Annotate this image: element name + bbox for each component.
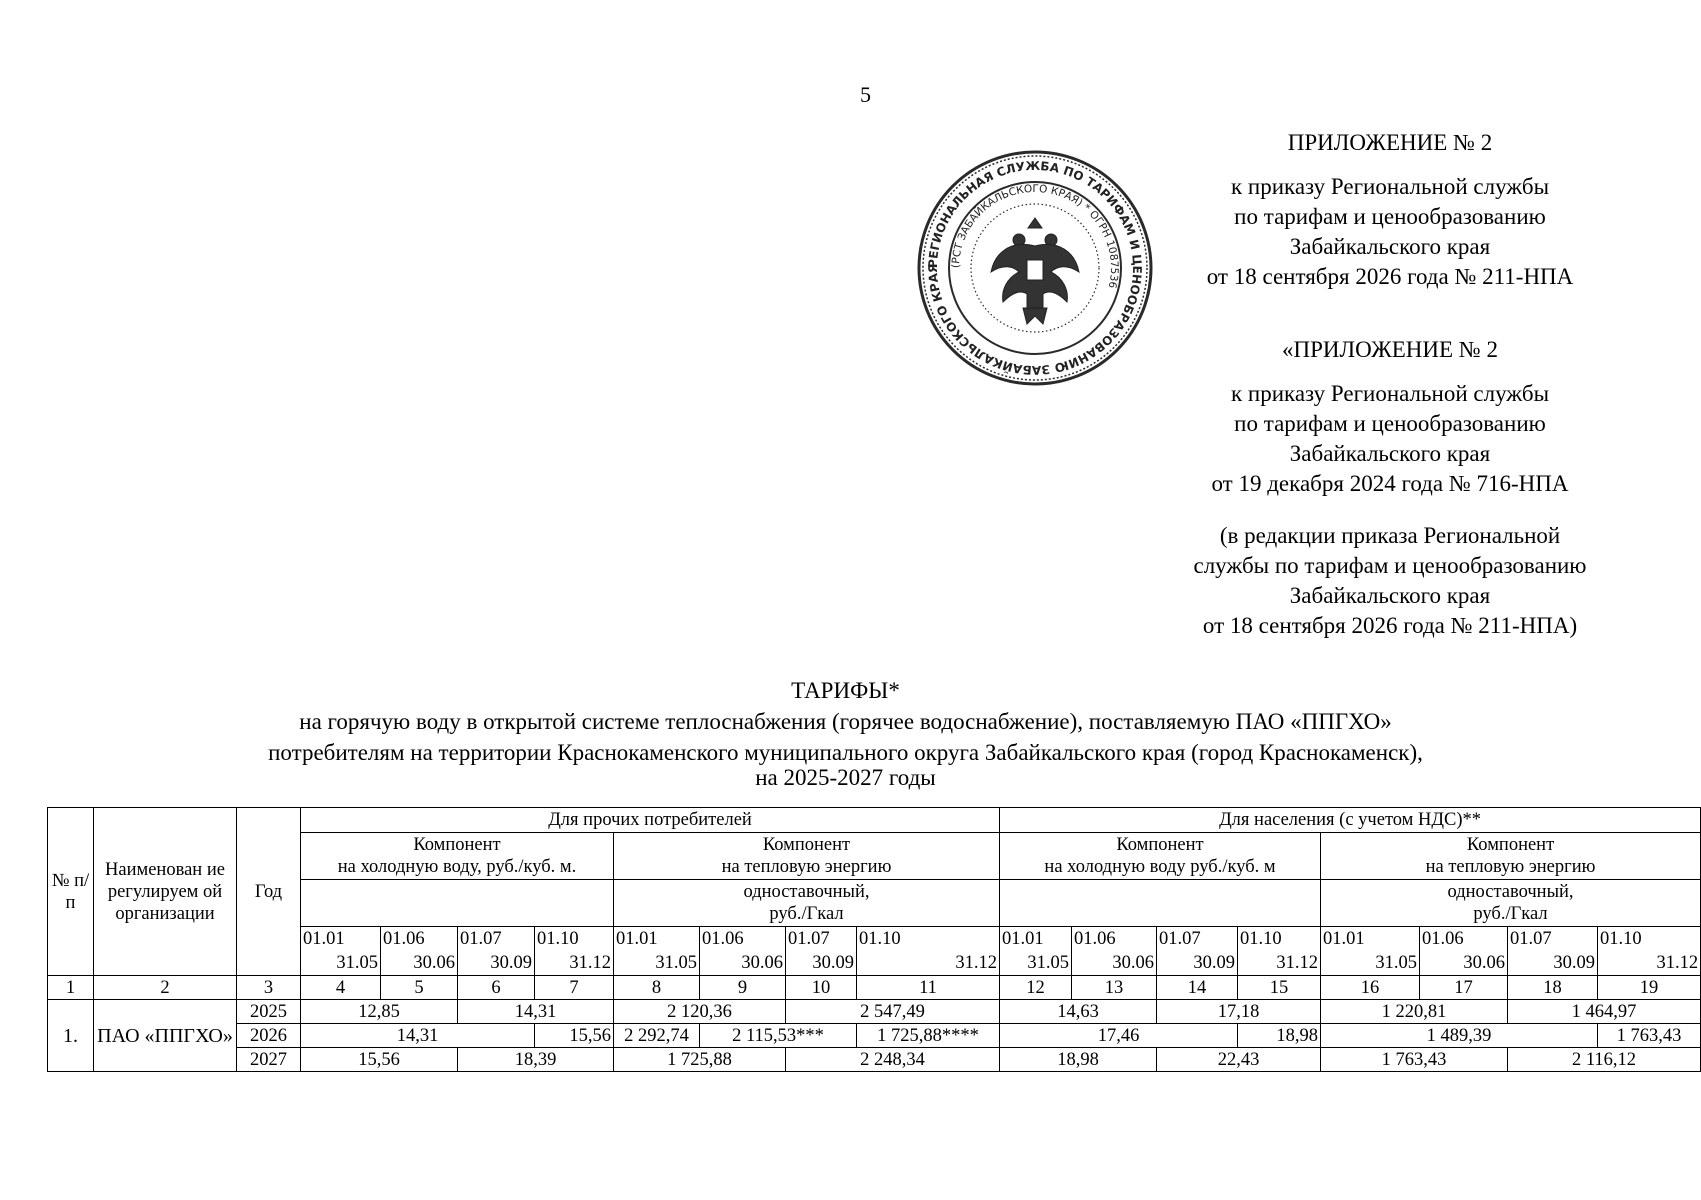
value-cell: 2 292,74 — [614, 1024, 700, 1048]
period-start: 01.01 — [1002, 929, 1044, 949]
value-cell: 2 248,34 — [786, 1048, 1000, 1072]
column-number: 12 — [1000, 976, 1072, 1000]
appendix-line: к приказу Региональной службы — [1230, 174, 1550, 199]
column-number: 7 — [535, 976, 614, 1000]
period-start: 01.07 — [1159, 929, 1201, 949]
column-number: 14 — [1157, 976, 1238, 1000]
edition-line: службы по тарифам и ценообразованию — [1193, 553, 1587, 578]
title-line: на 2025-2027 годы — [755, 765, 936, 790]
value-cell: 15,56 — [535, 1024, 614, 1048]
year-cell: 2025 — [237, 1000, 301, 1024]
appendix-line: от 19 декабря 2024 года № 716-НПА — [1211, 471, 1569, 496]
document-title — [0, 675, 1691, 788]
column-number: 11 — [857, 976, 1000, 1000]
period-cell — [614, 927, 700, 976]
period-start: 01.06 — [383, 929, 425, 949]
value-cell: 17,18 — [1157, 1000, 1321, 1024]
period-cell — [301, 927, 381, 976]
value-cell: 18,98 — [1000, 1048, 1157, 1072]
value-cell: 1 464,97 — [1508, 1000, 1701, 1024]
period-end: 31.05 — [1375, 953, 1417, 973]
period-start: 01.06 — [702, 929, 744, 949]
period-start: 01.01 — [616, 929, 658, 949]
column-number: 10 — [786, 976, 857, 1000]
period-end: 31.05 — [1027, 953, 1069, 973]
appendix-line: Забайкальского края — [1289, 441, 1491, 466]
edition-note — [1120, 521, 1660, 641]
page-number: 5 — [860, 82, 871, 107]
value-cell: 2 115,53*** — [700, 1024, 857, 1048]
header-component: Компонент — [762, 835, 851, 855]
column-number: 13 — [1072, 976, 1157, 1000]
value-cell: 1 763,43 — [1598, 1024, 1701, 1048]
period-start: 01.01 — [1323, 929, 1365, 949]
period-end: 30.09 — [1553, 953, 1595, 973]
edition-line: Забайкальского края — [1289, 583, 1491, 608]
column-number: 2 — [94, 976, 237, 1000]
value-cell: 18,39 — [458, 1048, 614, 1072]
period-cell — [700, 927, 786, 976]
period-start: 01.07 — [460, 929, 502, 949]
header-other-consumers: Для прочих потребителей — [301, 808, 1000, 833]
value-cell: 1 220,81 — [1321, 1000, 1508, 1024]
header-single-rate-other — [614, 880, 1000, 927]
column-number: 4 — [301, 976, 381, 1000]
header-heat-energy: на тепловую энергию — [1425, 857, 1596, 877]
period-cell — [1000, 927, 1072, 976]
header-component: Компонент — [1116, 835, 1204, 855]
period-end: 30.09 — [1193, 953, 1235, 973]
edition-line: от 18 сентября 2026 года № 211-НПА) — [1202, 613, 1578, 638]
column-number: 9 — [700, 976, 786, 1000]
value-cell: 15,56 — [301, 1048, 458, 1072]
value-cell: 14,31 — [458, 1000, 614, 1024]
svg-text:(РСТ ЗАБАЙКАЛЬСКОГО КРАЯ) * ОГ: (РСТ ЗАБАЙКАЛЬСКОГО КРАЯ) * ОГРН 1087536 — [949, 182, 1121, 290]
appendix-old — [1120, 335, 1660, 499]
period-start: 01.01 — [303, 929, 345, 949]
header-cold-water-unit: на холодную воду, руб./куб. м. — [337, 857, 577, 877]
value-cell: 1 763,43 — [1321, 1048, 1508, 1072]
period-start: 01.10 — [537, 929, 579, 949]
appendix-line: по тарифам и ценообразованию — [1234, 411, 1546, 436]
value-cell: 22,43 — [1157, 1048, 1321, 1072]
period-end: 30.06 — [413, 953, 455, 973]
header-heat-energy: на тепловую энергию — [721, 857, 892, 877]
period-end: 30.09 — [812, 953, 854, 973]
period-cell — [1238, 927, 1321, 976]
column-numbers-row — [48, 976, 1701, 1000]
column-number: 18 — [1508, 976, 1598, 1000]
period-cell — [1420, 927, 1508, 976]
period-end: 30.06 — [1112, 953, 1154, 973]
period-end: 31.05 — [655, 953, 697, 973]
organization-name: ПАО «ППГХО» — [94, 1000, 237, 1072]
column-number: 3 — [237, 976, 301, 1000]
column-number: 15 — [1238, 976, 1321, 1000]
year-cell: 2026 — [237, 1024, 301, 1048]
period-end: 30.06 — [741, 953, 783, 973]
header-heat-other — [614, 833, 1000, 880]
period-start: 01.10 — [1240, 929, 1282, 949]
column-number: 6 — [458, 976, 535, 1000]
column-number: 1 — [48, 976, 94, 1000]
value-cell: 1 725,88 — [614, 1048, 786, 1072]
column-number: 8 — [614, 976, 700, 1000]
value-cell: 12,85 — [301, 1000, 458, 1024]
value-cell: 14,63 — [1000, 1000, 1157, 1024]
header-population: Для населения (с учетом НДС)** — [1000, 808, 1701, 833]
column-number: 5 — [381, 976, 458, 1000]
official-seal — [915, 148, 1155, 388]
value-cell: 2 116,12 — [1508, 1048, 1701, 1072]
year-cell: 2027 — [237, 1048, 301, 1072]
value-cell: 18,98 — [1238, 1024, 1321, 1048]
period-end: 31.12 — [1656, 953, 1699, 973]
period-cell — [1508, 927, 1598, 976]
title-line: на горячую воду в открытой системе теплоснабжения (горячее водоснабжение), поставляемую ПАО «ППГХО» — [299, 709, 1392, 734]
period-cell — [1321, 927, 1420, 976]
coat-of-arms-icon — [991, 218, 1079, 324]
period-cell — [381, 927, 458, 976]
period-cell — [1598, 927, 1701, 976]
tariffs-table — [47, 807, 1701, 1072]
header-org: Наименован ие регулируем ой организации — [94, 808, 237, 976]
title-heading: ТАРИФЫ* — [791, 678, 900, 703]
period-start: 01.10 — [859, 929, 901, 949]
period-end: 31.12 — [955, 953, 997, 973]
period-end: 30.09 — [490, 953, 532, 973]
column-number: 17 — [1420, 976, 1508, 1000]
table-row — [48, 1024, 1701, 1048]
header-single-rate-pop — [1321, 880, 1701, 927]
appendix-line: от 18 сентября 2026 года № 211-НПА — [1206, 264, 1574, 289]
header-year: Год — [237, 808, 301, 976]
period-start: 01.07 — [788, 929, 830, 949]
svg-text:РЕГИОНАЛЬНАЯ СЛУЖБА ПО ТАРИФАМ: РЕГИОНАЛЬНАЯ СЛУЖБА ПО ТАРИФАМ И ЦЕНООБРАЗОВАНИЮ ЗАБАЙКАЛЬСКОГО КРАЯ — [925, 158, 1145, 378]
table-row — [48, 1048, 1701, 1072]
column-number: 16 — [1321, 976, 1420, 1000]
edition-line: (в редакции приказа Региональной — [1219, 523, 1561, 548]
header-row — [48, 808, 1701, 833]
value-cell: 2 547,49 — [786, 1000, 1000, 1024]
header-cold-water-other — [301, 833, 614, 880]
value-cell: 1 489,39 — [1321, 1024, 1598, 1048]
value-cell: 2 120,36 — [614, 1000, 786, 1024]
header-single-rate: одноставочный, — [743, 882, 870, 902]
header-component: Компонент — [1466, 835, 1555, 855]
appendix-line: по тарифам и ценообразованию — [1234, 204, 1546, 229]
period-cell — [1157, 927, 1238, 976]
period-cell — [535, 927, 614, 976]
column-number: 19 — [1598, 976, 1701, 1000]
header-unit: руб./Гкал — [769, 904, 844, 924]
period-cell — [458, 927, 535, 976]
title-line: потребителям на территории Краснокаменского муниципального округа Забайкальского края (город Краснокаменск), — [268, 740, 1423, 765]
header-num: № п/п — [48, 808, 94, 976]
period-end: 31.12 — [1276, 953, 1318, 973]
header-component: Компонент — [413, 835, 501, 855]
header-single-rate: одноставочный, — [1447, 882, 1574, 902]
header-heat-pop — [1321, 833, 1701, 880]
value-cell: 1 725,88**** — [857, 1024, 1000, 1048]
period-cell — [1072, 927, 1157, 976]
period-end: 31.05 — [336, 953, 378, 973]
header-spacer — [1000, 880, 1321, 927]
appendix-title: «ПРИЛОЖЕНИЕ № 2 — [1281, 337, 1499, 362]
table-row — [48, 1000, 1701, 1024]
appendix-line: Забайкальского края — [1289, 234, 1491, 259]
row-number: 1. — [48, 1000, 94, 1072]
period-end: 31.12 — [569, 953, 611, 973]
period-cell — [857, 927, 1000, 976]
appendix-title: ПРИЛОЖЕНИЕ № 2 — [1287, 130, 1493, 155]
appendix-line: к приказу Региональной службы — [1230, 381, 1550, 406]
header-cold-water-unit: на холодную воду руб./куб. м — [1044, 857, 1276, 877]
value-cell: 17,46 — [1000, 1024, 1238, 1048]
header-spacer — [301, 880, 614, 927]
header-cold-water-pop — [1000, 833, 1321, 880]
appendix-new — [1120, 128, 1660, 292]
period-start: 01.07 — [1510, 929, 1552, 949]
period-cell — [786, 927, 857, 976]
period-start: 01.06 — [1074, 929, 1116, 949]
value-cell: 14,31 — [301, 1024, 535, 1048]
period-start: 01.06 — [1422, 929, 1464, 949]
period-start: 01.10 — [1600, 929, 1642, 949]
header-unit: руб./Гкал — [1473, 904, 1548, 924]
period-end: 30.06 — [1463, 953, 1505, 973]
